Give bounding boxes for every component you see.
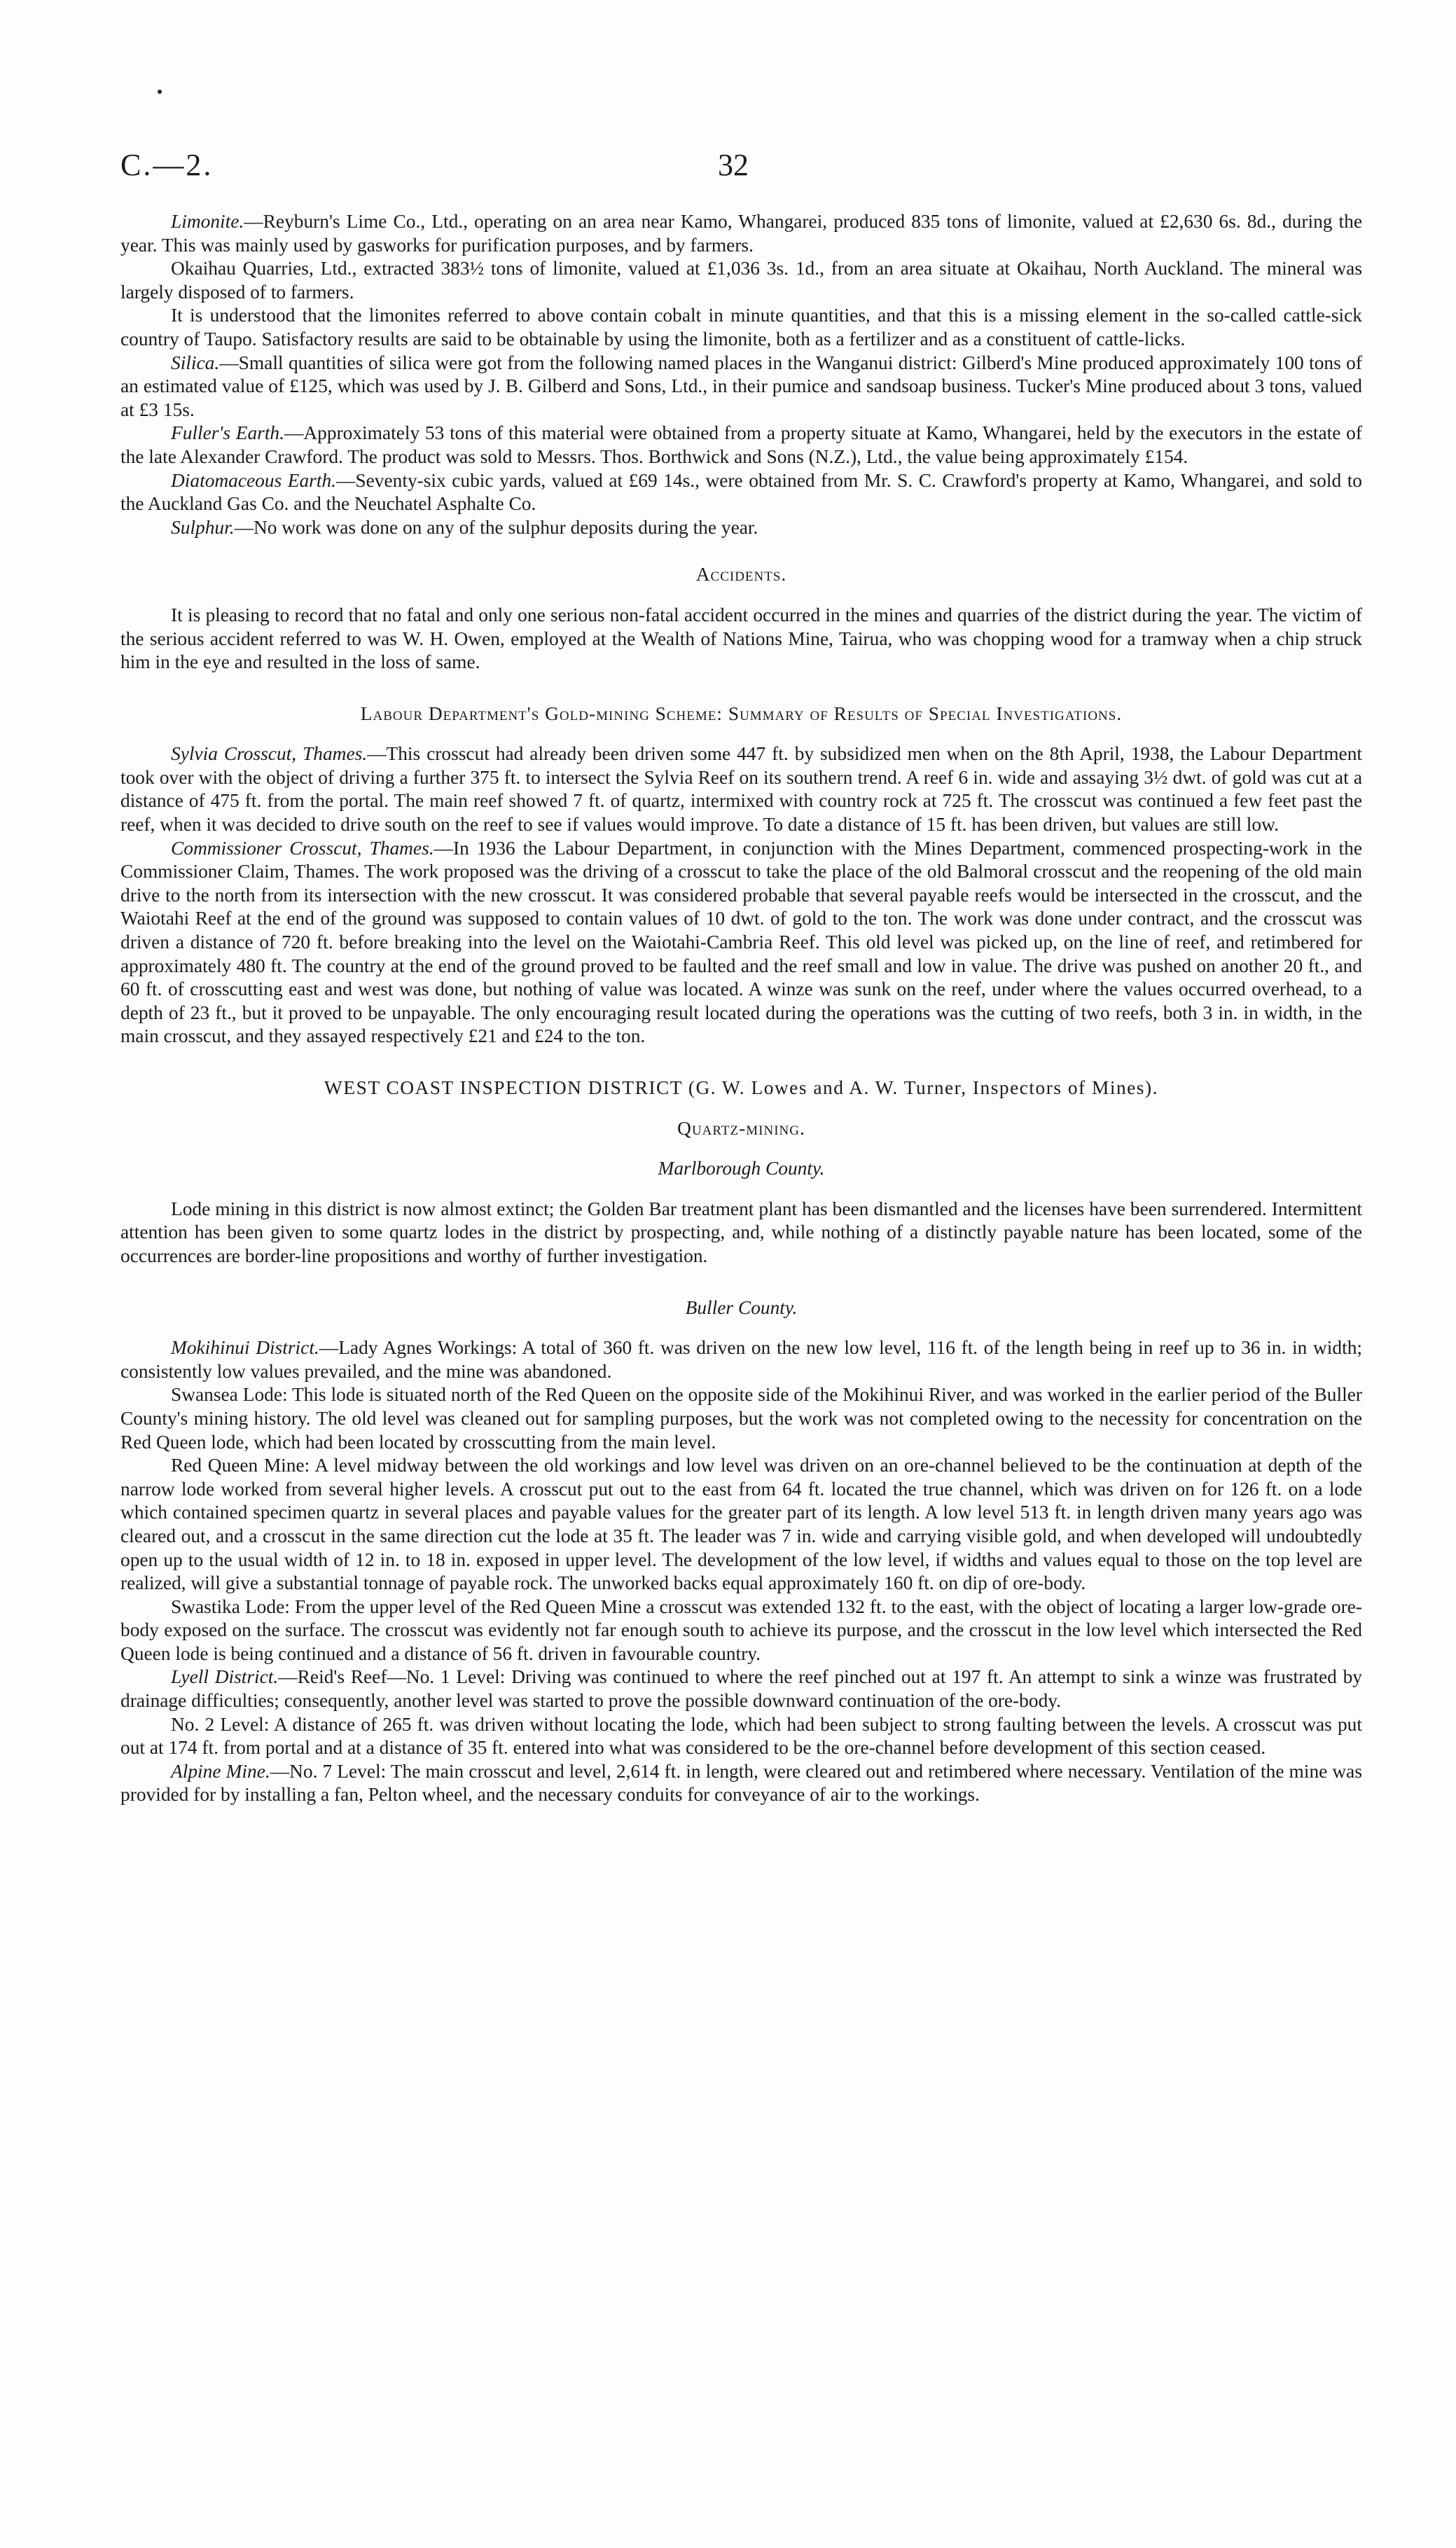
- paragraph-text: —In 1936 the Labour Department, in conjunction with the Mines Department, commenced prospecting-work in the Commissioner Claim, Thames. The work proposed was the driving of a crosscut to take the place of the old Balmoral crosscut and the reopening of the old main drive to the north from its intersection with the new crosscut. It was considered probable that several payable reefs would be intersected in the crosscut, and the Waiotahi Reef at the end of the ground was supposed to contain values of 10 dwt. of gold to the ton. The work was done under contract, and the crosscut was driven a distance of 720 ft. before breaking into the level on the Waiotahi-Cambria Reef. This old level was picked up, on the line of reef, and retimbered for approximately 480 ft. The country at the end of the ground proved to be faulted and the reef small and low in value. The drive was pushed on another 20 ft., and 60 ft. of crosscutting east and west was done, but nothing of value was located. A winze was sunk on the reef, under where the values occurred overhead, to a depth of 23 ft., but it proved to be unpayable. The only encouraging result located during the operations was the cutting of two reefs, both 3 in. in width, in the main crosscut, and they assayed respectively £21 and £24 to the ton.: [120, 837, 1362, 1047]
- paragraph-lead: Sylvia Crosscut, Thames.: [171, 743, 368, 765]
- paragraph-lead: Fuller's Earth.: [171, 422, 284, 444]
- paragraph-sylvia-crosscut: [120, 742, 1362, 836]
- paragraph-diatomaceous-earth: [120, 469, 1362, 516]
- paragraph-swansea-lode: [120, 1383, 1362, 1454]
- paragraph-commissioner-crosscut: [120, 837, 1362, 1048]
- page-number: 32: [718, 148, 749, 182]
- subheading-quartz-mining: Quartz-mining.: [677, 1117, 805, 1139]
- section-heading-labour-scheme: Labour Department's Gold-mining Scheme: Summary of Results of Special Investigations.: [360, 702, 1123, 724]
- paragraph-text: It is understood that the limonites referred to above contain cobalt in minute quantities, and that this is a missing element in the so-called cattle-sick country of Taupo. Satisfactory results are said to be obtainable by using the limonite, both as a fertilizer and as a constituent of cattle-licks.: [120, 305, 1362, 349]
- labour-scheme-section: [120, 702, 1362, 1048]
- ink-speck: [158, 90, 162, 94]
- section-heading-west-coast: WEST COAST INSPECTION DISTRICT (G. W. Lowes and A. W. Turner, Inspectors of Mines).: [324, 1077, 1158, 1098]
- paragraph-no2-level: [120, 1713, 1362, 1760]
- paragraph-sulphur: [120, 516, 1362, 540]
- paragraph-text: —Lady Agnes Workings: A total of 360 ft. was driven on the new low level, 116 ft. of the length being in reef up to 36 in. in width; consistently low values prevailed, and the mine was abandoned.: [120, 1337, 1363, 1382]
- paragraph-lead: Commissioner Crosscut, Thames.: [171, 837, 434, 859]
- paragraph-text: —Seventy-six cubic yards, valued at £69 14s., were obtained from Mr. S. C. Crawford's property at Kamo, Whangarei, and sold to the Auckland Gas Co. and the Neuchatel Asphalte Co.: [120, 469, 1362, 515]
- paragraph-text: —No work was done on any of the sulphur deposits during the year.: [234, 516, 758, 538]
- paragraph-cobalt: [120, 304, 1362, 351]
- paragraph-lead: Sulphur.: [171, 516, 235, 538]
- paragraph-text: —This crosscut had already been driven some 447 ft. by subsidized men when on the 8th April, 1938, the Labour Department took over with the object of driving a further 375 ft. to intersect the Sylvia Reef on its southern trend. A reef 6 in. wide and assaying 3½ dwt. of gold was cut at a distance of 475 ft. from the portal. The main reef showed 7 ft. of quartz, intermixed with country rock at 725 ft. The crosscut was continued a few feet past the reef, when it was decided to drive south on the reef to see if values would improve. To date a distance of 15 ft. has been driven, but values are still low.: [120, 743, 1362, 836]
- minerals-section: [120, 210, 1362, 539]
- paragraph-mokihinui: [120, 1336, 1362, 1383]
- paragraph-lead: Diatomaceous Earth.: [171, 469, 336, 491]
- paragraph-okaihau: [120, 257, 1362, 304]
- paragraph-lead: Lyell District.: [171, 1666, 279, 1688]
- paragraph-alpine-mine: [120, 1760, 1362, 1807]
- paragraph-text: Okaihau Quarries, Ltd., extracted 383½ tons of limonite, valued at £1,036 3s. 1d., from an area situate at Okaihau, North Auckland. The mineral was largely disposed of to farmers.: [120, 258, 1362, 303]
- paragraph-limonite: [120, 210, 1362, 257]
- paragraph-lead: Alpine Mine.: [171, 1760, 270, 1782]
- paragraph-lyell-district: [120, 1666, 1362, 1712]
- paragraph-text: Swansea Lode: This lode is situated north of the Red Queen on the opposite side of the Mokihinui River, and was worked in the earlier period of the Buller County's mining history. The old level was cleaned out for sampling purposes, but the work was not completed owing to the necessity for concentration on the Red Queen lode, which had been located by crosscutting from the main level.: [120, 1384, 1362, 1453]
- document-code: C.—2.: [120, 148, 214, 182]
- subheading-marlborough-county: Marlborough County.: [658, 1158, 825, 1179]
- paragraph-text: —Reid's Reef—No. 1 Level: Driving was continued to where the reef pinched out at 197 ft. An attempt to sink a winze was frustrated by drainage difficulties; consequently, another level was started to prove the possible downward continuation of the ore-body.: [120, 1666, 1363, 1712]
- paragraph-lead: Silica.: [171, 352, 220, 373]
- accidents-section: [120, 563, 1362, 674]
- section-heading-accidents: Accidents.: [695, 564, 787, 586]
- page-body: [120, 210, 1362, 1807]
- paragraph-text: Red Queen Mine: A level midway between the old workings and low level was driven on an ore-channel believed to be the continuation at depth of the narrow lode worked from several higher levels. A crosscut put out to the east from 64 ft. located the true channel, which was driven on for 126 ft. on a lode which contained specimen quartz in several places and payable values for the greater part of its length. A low level 513 ft. in length driven many years ago was cleared out, and a crosscut in the same direction cut the lode at 35 ft. The leader was 7 in. wide and carrying visible gold, and when developed will undoubtedly open up to the usual width of 12 in. to 18 in. exposed in upper level. The development of the low level, if widths and values equal to those on the top level are realized, will give a substantial tonnage of payable rock. The unworked backs equal approximately 160 ft. on dip of ore-body.: [120, 1455, 1362, 1594]
- paragraph-text: —Small quantities of silica were got from the following named places in the Wanganui district: Gilberd's Mine produced approximately 100 tons of an estimated value of £125, which was used by J. B. Gilberd and Sons, Ltd., in their pumice and sandsoap business. Tucker's Mine produced about 3 tons, valued at £3 15s.: [120, 352, 1362, 420]
- paragraph-text: Swastika Lode: From the upper level of the Red Queen Mine a crosscut was extended 132 ft. to the east, with the object of locating a larger low-grade ore-body exposed on the surface. The crosscut was evidently not far enough south to achieve its purpose, and the crosscut in the low level which intersected the Red Queen lode is being continued and a distance of 56 ft. driven in favourable country.: [120, 1595, 1362, 1664]
- subheading-buller-county: Buller County.: [685, 1296, 798, 1318]
- west-coast-section: [120, 1076, 1362, 1807]
- paragraph-lead: Limonite.: [171, 211, 244, 232]
- paragraph-text: —No. 7 Level: The main crosscut and level, 2,614 ft. in length, were cleared out and retimbered where necessary. Ventilation of the mine was provided for by installing a fan, Pelton wheel, and the necessary conduits for conveyance of air to the workings.: [120, 1760, 1362, 1806]
- paragraph-text: No. 2 Level: A distance of 265 ft. was driven without locating the lode, which had been subject to strong faulting between the levels. A crosscut was put out at 174 ft. from portal and at a distance of 35 ft. entered into what was considered to be the ore-channel before development of this section ceased.: [120, 1713, 1362, 1759]
- paragraph-red-queen-mine: [120, 1454, 1362, 1595]
- paragraph-swastika-lode: [120, 1595, 1362, 1666]
- paragraph-text: —Reyburn's Lime Co., Ltd., operating on an area near Kamo, Whangarei, produced 835 tons of limonite, valued at £2,630 6s. 8d., during the year. This was mainly used by gasworks for purification purposes, and by farmers.: [120, 211, 1362, 256]
- paragraph-text: —Approximately 53 tons of this material were obtained from a property situate at Kamo, Whangarei, held by the executors in the estate of the late Alexander Crawford. The product was sold to Messrs. Thos. Borthwick and Sons (N.Z.), Ltd., the value being approximately £154.: [120, 422, 1362, 467]
- paragraph-marlborough: Lode mining in this district is now almost extinct; the Golden Bar treatment plant has been dismantled and the licenses have been surrendered. Intermittent attention has been given to some quartz lodes in the district by prospecting, and, while nothing of a distinctly payable nature has been located, some of the occurrences are border-line propositions and worthy of further investigation.: [120, 1198, 1362, 1266]
- paragraph-silica: [120, 352, 1362, 422]
- paragraph-fullers-earth: [120, 422, 1362, 469]
- paragraph-accidents: It is pleasing to record that no fatal and only one serious non-fatal accident occurred in the mines and quarries of the district during the year. The victim of the serious accident referred to was W. H. Owen, employed at the Wealth of Nations Mine, Tairua, who was chopping wood for a tramway when a chip struck him in the eye and resulted in the loss of same.: [120, 604, 1362, 673]
- paragraph-lead: Mokihinui District.: [171, 1337, 319, 1359]
